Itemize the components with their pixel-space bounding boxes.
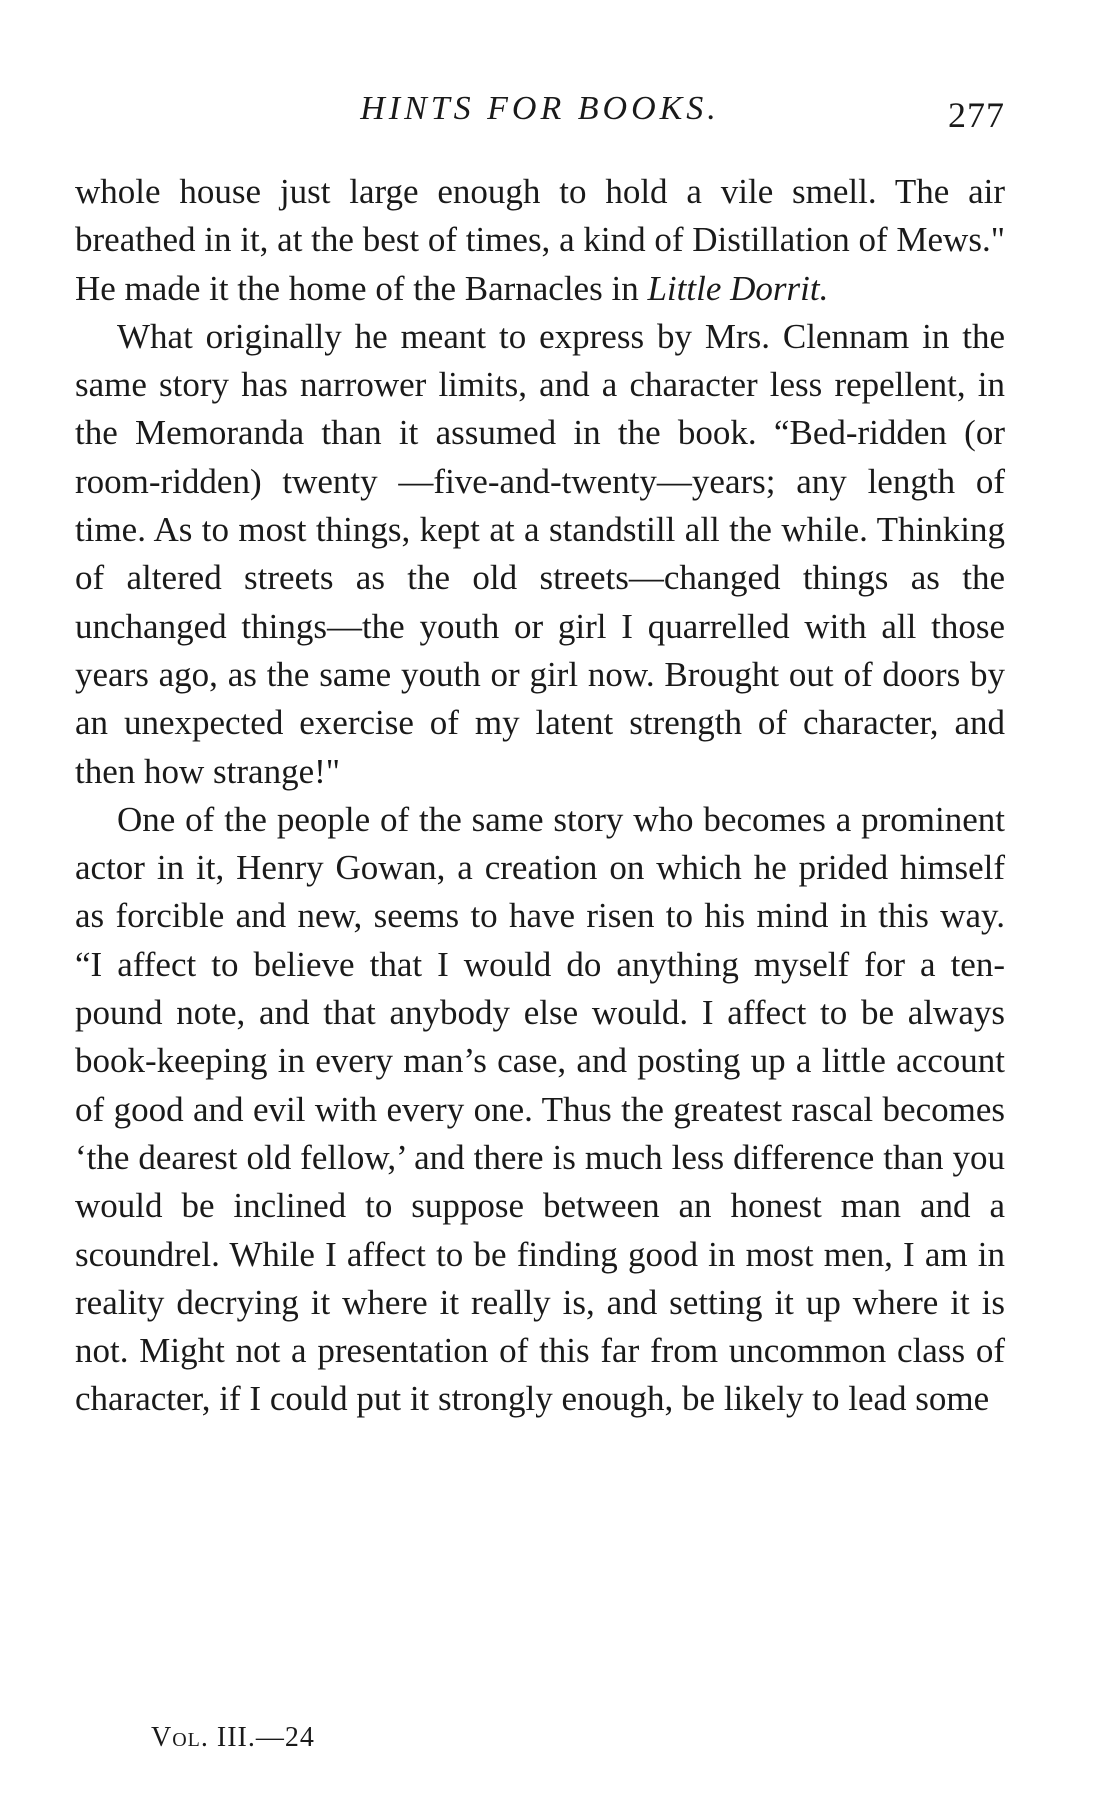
book-title-little-dorrit: Little Dorrit. — [647, 268, 829, 308]
page-number: 277 — [948, 95, 1005, 135]
running-title: HINTS FOR BOOKS. — [360, 90, 720, 127]
running-head — [75, 86, 1005, 136]
paragraph-continued — [75, 168, 1005, 313]
paragraph-henry-gowan: One of the people of the same story who becomes a prominent actor in it, Henry Gowan, a creation on which he prided himself as forcible and new, seems to have risen to his mind in this way. “I affect to believe that I would do anything myself for a ten-pound note, and that anybody else would. I affect to be always book-keeping in every man’s case, and posting up a little account of good and evil with every one. Thus the greatest rascal becomes ‘the dearest old fellow,’ and there is much less difference than you would be inclined to suppose between an honest man and a scoundrel. While I affect to be finding good in most men, I am in reality decrying it where it really is, and setting it up where it is not. Might not a presentation of this far from uncommon class of character, if I could put it strongly enough, be likely to lead some — [75, 799, 1005, 1419]
paragraph-mrs-clennam: What originally he meant to express by Mrs. Clennam in the same story has narrower limits, and a character less repellent, in the Memoranda than it assumed in the book. “Bed-ridden (or room-ridden) twenty —five-and-twenty—years; any length of time. As to most things, kept at a standstill all the while. Thinking of altered streets as the old streets—changed things as the unchanged things—the youth or girl I quarrelled with all those years ago, as the same youth or girl now. Brought out of doors by an unexpected exercise of my latent strength of character, and then how strange!" — [75, 316, 1005, 791]
body-text — [75, 168, 1005, 1424]
printer-signature: Vol. III.—24 — [151, 1722, 315, 1753]
paragraph-1-text: whole house just large enough to hold a vile smell. The air breathed in it, at the best of times, a kind of Distillation of Mews." He made it the home of the Barnacles in — [75, 172, 1005, 308]
